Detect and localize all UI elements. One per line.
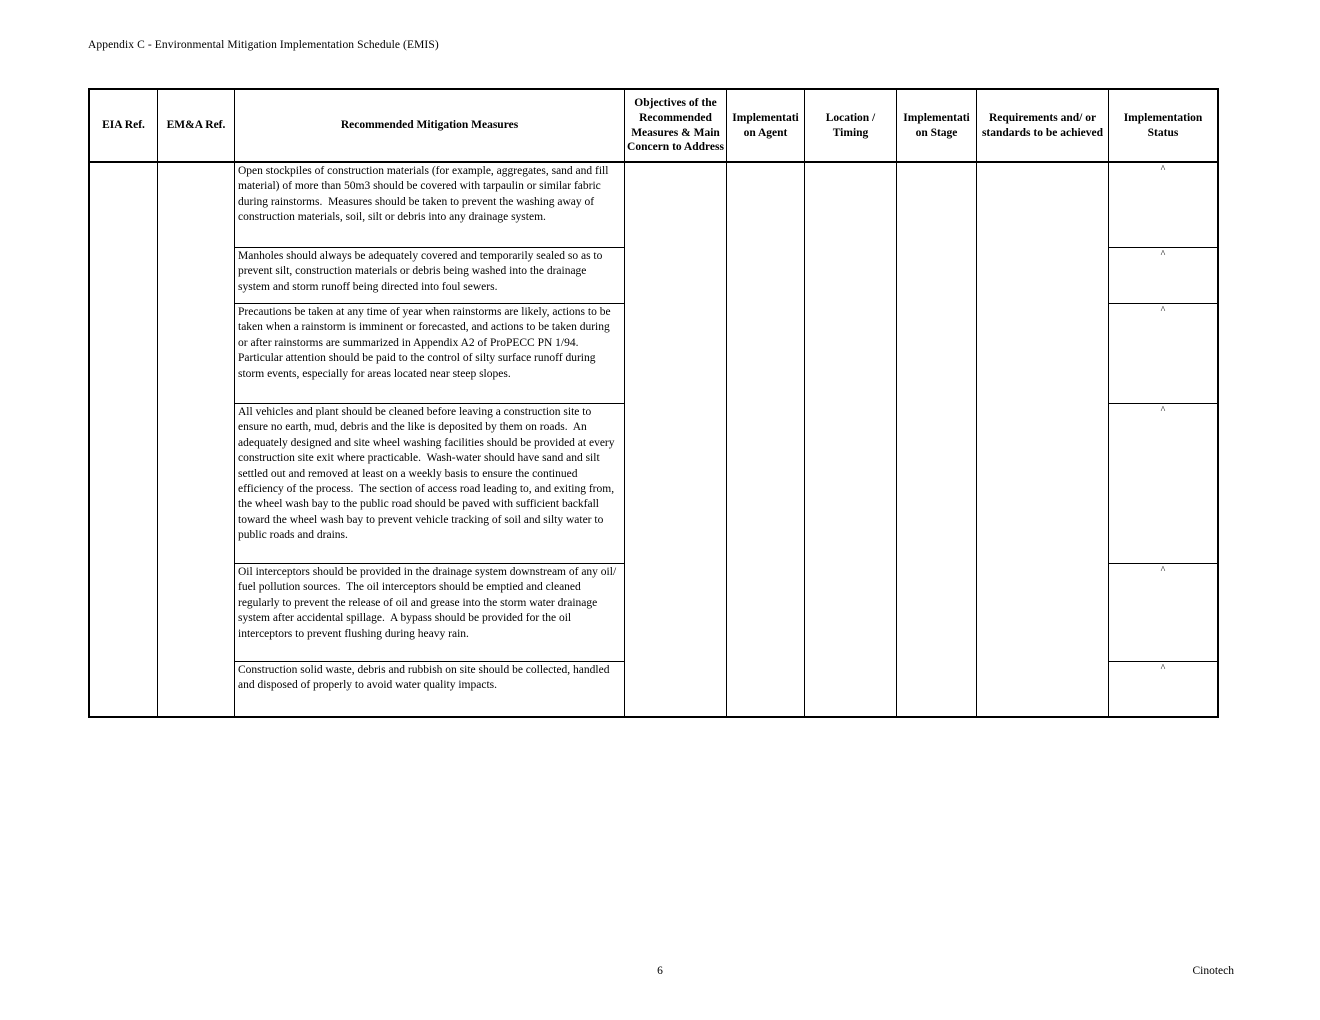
cell-objectives: [625, 163, 727, 248]
cell-eia-ref: [90, 304, 158, 404]
page-number: 6: [657, 965, 663, 977]
cell-ema-ref: [158, 304, 235, 404]
table-row: [90, 304, 1217, 404]
cell-location-timing: [805, 404, 897, 564]
cell-objectives: [625, 248, 727, 304]
column-header-ema-ref: EM&A Ref.: [158, 90, 235, 161]
column-header-location-timing: Location / Timing: [805, 90, 897, 161]
cell-implementation-agent: [727, 304, 805, 404]
cell-objectives: [625, 564, 727, 662]
cell-objectives: [625, 662, 727, 716]
cell-eia-ref: [90, 564, 158, 662]
emis-table: [88, 88, 1219, 718]
cell-requirements: [977, 163, 1109, 248]
cell-requirements: [977, 248, 1109, 304]
cell-measure: Manholes should always be adequately covered and temporarily sealed so as to prevent silt, construction materials or debris being washed into the drainage system and storm runoff being directed into foul sewers.: [235, 248, 625, 304]
cell-implementation-stage: [897, 248, 977, 304]
cell-requirements: [977, 564, 1109, 662]
table-row: [90, 163, 1217, 248]
cell-ema-ref: [158, 163, 235, 248]
cell-implementation-stage: [897, 662, 977, 716]
cell-measure: All vehicles and plant should be cleaned before leaving a construction site to ensure no earth, mud, debris and the like is deposited by them on roads. An adequately designed and site wheel washing facilities should be provided at every construction site exit where practicable. Wash-water should have sand and silt settled out and removed at least on a weekly basis to ensure the continued efficiency of the process. The section of access road leading to, and exiting from, the wheel wash bay to the public road should be paved with sufficient backfall toward the wheel wash bay to prevent vehicle tracking of soil and silty water to public roads and drains.: [235, 404, 625, 564]
cell-objectives: [625, 404, 727, 564]
cell-eia-ref: [90, 662, 158, 716]
cell-location-timing: [805, 304, 897, 404]
table-row: [90, 564, 1217, 662]
cell-implementation-agent: [727, 404, 805, 564]
cell-requirements: [977, 404, 1109, 564]
cell-implementation-status: ^: [1109, 163, 1217, 248]
column-header-implementation-stage: Implementati on Stage: [897, 90, 977, 161]
cell-location-timing: [805, 163, 897, 248]
cell-implementation-agent: [727, 163, 805, 248]
cell-requirements: [977, 304, 1109, 404]
column-header-implementation-status: Implementation Status: [1123, 111, 1203, 139]
cell-objectives: [625, 304, 727, 404]
cell-measure: Open stockpiles of construction materials (for example, aggregates, sand and fill material) of more than 50m3 should be covered with tarpaulin or similar fabric during rainstorms. Measures should be taken to prevent the washing away of construction materials, soil, silt or debris into any drainage system.: [235, 163, 625, 248]
cell-implementation-status: ^: [1160, 663, 1166, 674]
table-header-row: [90, 90, 1217, 163]
cell-implementation-stage: [897, 163, 977, 248]
cell-implementation-status: ^: [1109, 304, 1217, 404]
column-header-implementation-agent: Implementati on Agent: [727, 90, 805, 161]
cell-implementation-stage: [897, 404, 977, 564]
table-body: [90, 163, 1217, 716]
cell-location-timing: [805, 662, 897, 716]
cell-requirements: [977, 662, 1109, 716]
cell-eia-ref: [90, 248, 158, 304]
column-header-requirements: Requirements and/ or standards to be achieved: [977, 90, 1109, 161]
cell-implementation-agent: [727, 564, 805, 662]
column-header-eia-ref: EIA Ref.: [90, 90, 158, 161]
footer-company-name: Cinotech: [1192, 965, 1234, 977]
cell-measure: Precautions be taken at any time of year when rainstorms are likely, actions to be taken when a rainstorm is imminent or forecasted, and actions to be taken during or after rainstorms are summarized in Appendix A2 of ProPECC PN 1/94. Particular attention should be paid to the control of silty surface runoff during storm events, especially for areas located near steep slopes.: [235, 304, 625, 404]
cell-implementation-status: ^: [1109, 564, 1217, 662]
column-header-objectives: Objectives of the Recommended Measures & Main Concern to Address: [625, 90, 727, 161]
cell-eia-ref: [90, 163, 158, 248]
cell-ema-ref: [158, 564, 235, 662]
cell-eia-ref: [90, 404, 158, 564]
appendix-title: Appendix C - Environmental Mitigation Implementation Schedule (EMIS): [88, 39, 439, 51]
cell-ema-ref: [158, 662, 235, 716]
cell-implementation-agent: [727, 248, 805, 304]
table-row: [90, 404, 1217, 564]
cell-measure: Construction solid waste, debris and rubbish on site should be collected, handled and disposed of properly to avoid water quality impacts.: [235, 662, 625, 716]
cell-measure: Oil interceptors should be provided in the drainage system downstream of any oil/ fuel pollution sources. The oil interceptors should be emptied and cleaned regularly to prevent the release of oil and grease into the storm water drainage system after accidental spillage. A bypass should be provided for the oil interceptors to prevent flushing during heavy rain.: [235, 564, 625, 662]
cell-implementation-stage: [897, 304, 977, 404]
table-row: [90, 662, 1217, 716]
cell-implementation-agent: [727, 662, 805, 716]
table-row: [90, 248, 1217, 304]
cell-implementation-status: ^: [1109, 248, 1217, 304]
cell-location-timing: [805, 564, 897, 662]
column-header-measures: Recommended Mitigation Measures: [235, 90, 625, 161]
cell-implementation-status: ^: [1109, 404, 1217, 564]
cell-ema-ref: [158, 248, 235, 304]
cell-implementation-stage: [897, 564, 977, 662]
cell-location-timing: [805, 248, 897, 304]
cell-ema-ref: [158, 404, 235, 564]
